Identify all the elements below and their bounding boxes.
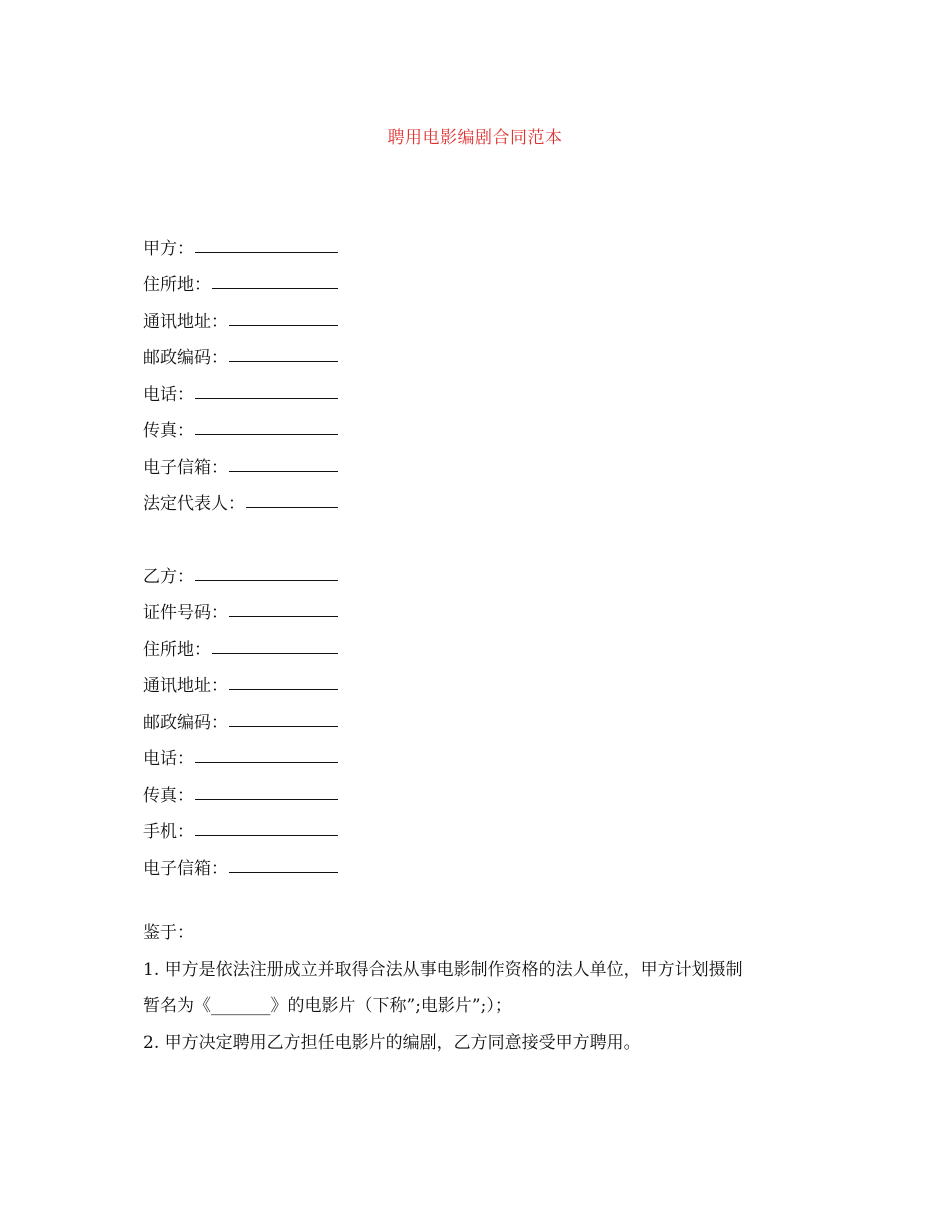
recitals-heading: 鉴于： xyxy=(143,923,194,943)
party-b-address-field xyxy=(143,660,338,697)
recital-item-2: 2. 甲方决定聘用乙方担任电影片的编剧，乙方同意接受甲方聘用。 xyxy=(143,1032,641,1053)
fill-in-blank xyxy=(195,251,338,253)
party-b-postcode-field xyxy=(143,696,338,733)
fill-in-blank xyxy=(229,688,338,690)
field-label: 甲方： xyxy=(143,238,194,259)
fill-in-blank xyxy=(212,652,338,654)
party-a-residence-field xyxy=(143,259,338,296)
field-label: 住所地： xyxy=(143,275,211,295)
party-b-mobile-field xyxy=(143,806,338,843)
field-label: 邮政编码： xyxy=(143,712,228,733)
fill-in-blank xyxy=(195,433,338,435)
party-b-email-field xyxy=(143,842,338,879)
field-label: 电子信箱： xyxy=(143,457,228,478)
field-label: 电子信箱： xyxy=(143,858,228,879)
document-title: 聘用电影编剧合同范本 xyxy=(387,128,563,148)
fill-in-blank xyxy=(246,506,338,508)
party-b-name-field xyxy=(143,550,338,587)
party-a-fax-field xyxy=(143,405,338,442)
party-a-legal-rep-field xyxy=(143,478,338,515)
party-b-residence-field xyxy=(143,623,338,660)
recital-item-1-line-1: 1. 甲方是依法注册成立并取得合法从事电影制作资格的法人单位，甲方计划摄制 xyxy=(143,959,743,980)
field-label: 法定代表人： xyxy=(143,494,245,514)
party-a-email-field xyxy=(143,441,338,478)
fill-in-blank xyxy=(195,834,338,836)
party-a-section xyxy=(143,222,338,514)
field-label: 邮政编码： xyxy=(143,348,228,368)
party-a-postcode-field xyxy=(143,332,338,369)
fill-in-blank xyxy=(229,324,338,326)
fill-in-blank xyxy=(195,798,338,800)
party-a-phone-field xyxy=(143,368,338,405)
party-b-fax-field xyxy=(143,769,338,806)
party-a-address-field xyxy=(143,295,338,332)
party-b-section xyxy=(143,550,338,879)
field-label: 证件号码： xyxy=(143,603,228,623)
fill-in-blank xyxy=(229,725,338,727)
field-label: 手机： xyxy=(143,822,194,842)
fill-in-blank xyxy=(229,615,338,617)
party-b-phone-field xyxy=(143,733,338,770)
field-label: 住所地： xyxy=(143,639,211,660)
fill-in-blank xyxy=(195,579,338,581)
fill-in-blank xyxy=(229,871,338,873)
recitals-section xyxy=(143,915,823,1061)
field-label: 电话： xyxy=(143,749,194,769)
field-label: 电话： xyxy=(143,384,194,405)
party-a-name-field xyxy=(143,222,338,259)
field-label: 传真： xyxy=(143,421,194,441)
fill-in-blank xyxy=(195,761,338,763)
fill-in-blank xyxy=(229,470,338,472)
field-label: 传真： xyxy=(143,785,194,806)
fill-in-blank xyxy=(195,397,338,399)
recital-item-1-line-2: 暂名为《_______》的电影片（下称”;电影片”;）； xyxy=(143,996,512,1016)
fill-in-blank xyxy=(212,287,338,289)
field-label: 通讯地址： xyxy=(143,676,228,696)
field-label: 通讯地址： xyxy=(143,311,228,332)
field-label: 乙方： xyxy=(143,566,194,587)
party-b-id-number-field xyxy=(143,587,338,624)
fill-in-blank xyxy=(229,360,338,362)
